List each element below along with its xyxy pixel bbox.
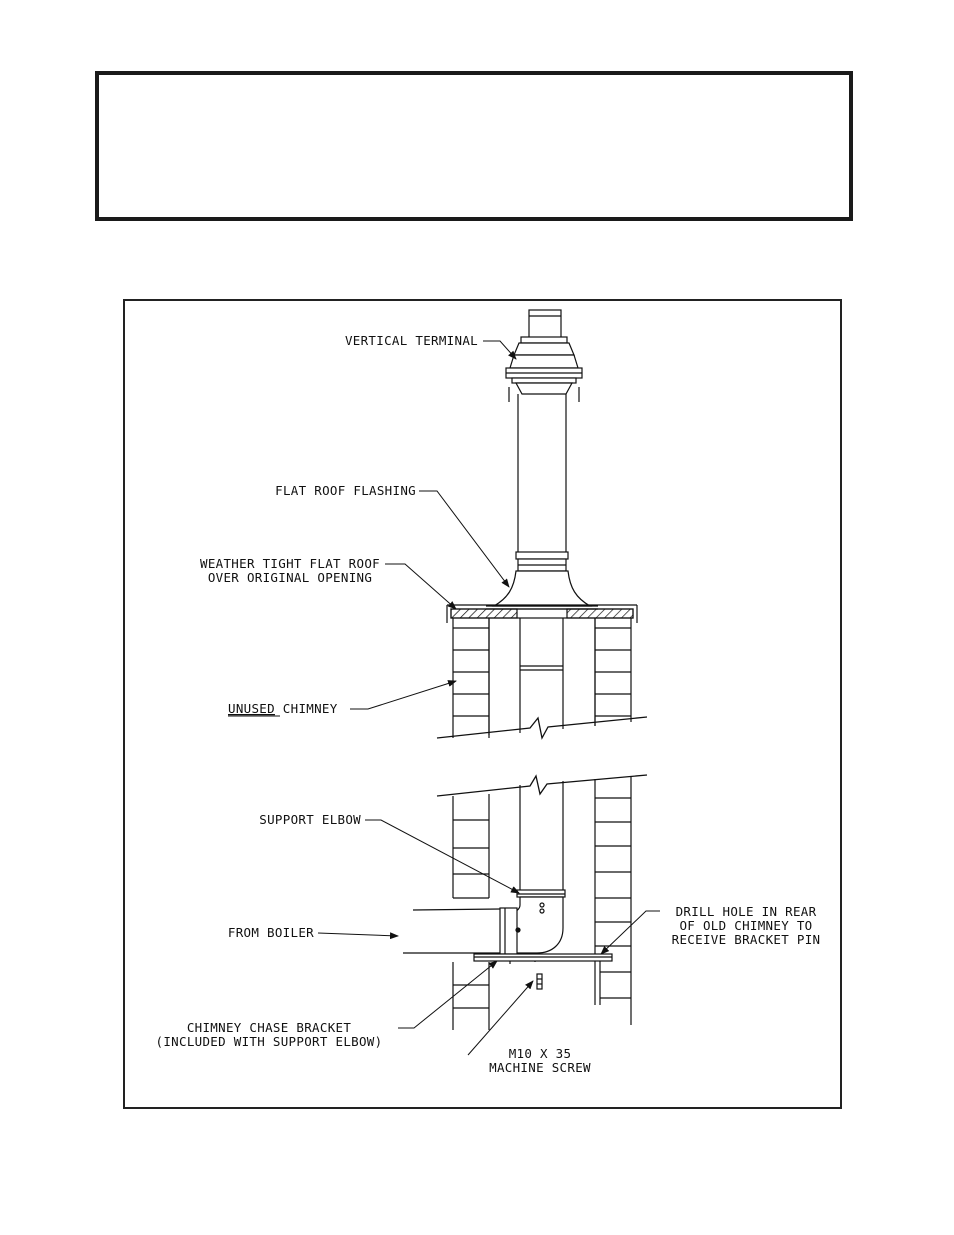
- label-bracket-1: CHIMNEY CHASE BRACKET: [186, 1020, 352, 1035]
- machine-screw: [537, 974, 542, 989]
- leader-weather-tight: [385, 564, 456, 609]
- label-weather-tight-2: OVER ORIGINAL OPENING: [207, 570, 373, 585]
- label-drill-hole-3: RECEIVE BRACKET PIN: [671, 932, 821, 947]
- leader-bracket: [398, 961, 497, 1028]
- unused-chimney-upper: [437, 618, 647, 738]
- leader-unused-chimney: [350, 681, 456, 709]
- label-from-boiler: FROM BOILER: [227, 925, 314, 940]
- label-screw-1: M10 X 35: [508, 1046, 572, 1061]
- leader-support-elbow: [365, 820, 519, 893]
- label-drill-hole-2: OF OLD CHIMNEY TO: [679, 918, 813, 933]
- label-unused-word: UNUSED: [228, 701, 275, 716]
- label-weather-tight-1: WEATHER TIGHT FLAT ROOF: [200, 556, 380, 571]
- flat-roof-slab: [447, 605, 637, 623]
- boiler-pipe: [403, 909, 500, 953]
- vent-pipe-upper: [516, 394, 568, 571]
- label-flat-roof-flashing: FLAT ROOF FLASHING: [275, 483, 416, 498]
- label-chimney-word: CHIMNEY: [274, 701, 338, 716]
- label-unused-chimney: [228, 701, 338, 716]
- leader-flat-roof-flashing: [419, 491, 509, 587]
- label-bracket-2: (INCLUDED WITH SUPPORT ELBOW): [155, 1034, 383, 1049]
- label-screw-2: MACHINE SCREW: [489, 1060, 591, 1075]
- leader-vertical-terminal: [483, 341, 516, 359]
- vertical-terminal: [506, 310, 582, 402]
- leader-screw: [468, 981, 533, 1055]
- label-drill-hole-1: DRILL HOLE IN REAR: [675, 904, 817, 919]
- label-support-elbow: SUPPORT ELBOW: [259, 812, 361, 827]
- support-elbow: [500, 890, 565, 962]
- leader-from-boiler: [318, 933, 398, 936]
- label-vertical-terminal: VERTICAL TERMINAL: [344, 333, 478, 348]
- flat-roof-flashing: [486, 571, 598, 609]
